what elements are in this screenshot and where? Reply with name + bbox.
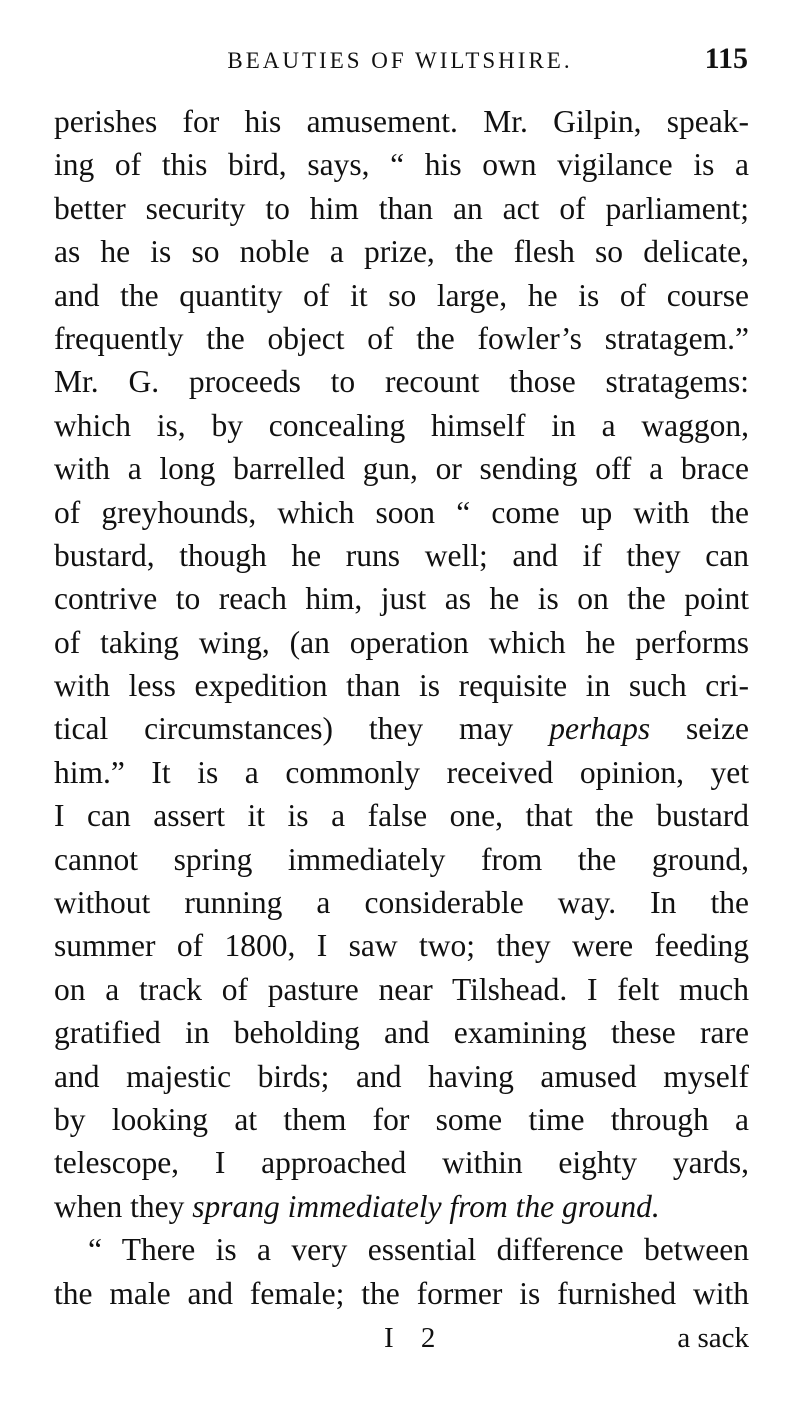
text-line: the male and female; the former is furnished with xyxy=(54,1275,749,1311)
text-line: “ There is a very essential difference between xyxy=(88,1232,749,1268)
text-line: gratified in beholding and examining these rare xyxy=(54,1015,749,1051)
text-line: him.” It is a commonly received opinion, yet xyxy=(54,754,749,790)
catchword: a sack xyxy=(677,1322,749,1354)
running-title: BEAUTIES OF WILTSHIRE. xyxy=(227,48,573,73)
text-line: Mr. G. proceeds to recount those stratagems: xyxy=(54,364,749,400)
page-footer xyxy=(54,1322,749,1362)
italic-phrase: sprang immediately from the ground. xyxy=(192,1188,660,1224)
text-line: better security to him than an act of parliament; xyxy=(54,190,749,226)
line-segment: tical circumstances) they may xyxy=(54,711,550,747)
line-segment: when they xyxy=(54,1188,193,1224)
text-line: with less expedition than is requisite in such cri- xyxy=(54,668,749,704)
text-line: contrive to reach him, just as he is on the point xyxy=(54,581,749,617)
text-line: telescope, I approached within eighty yards, xyxy=(54,1145,749,1181)
text-line: which is, by concealing himself in a waggon, xyxy=(54,407,749,443)
text-line: on a track of pasture near Tilshead. I felt much xyxy=(54,971,749,1007)
text-line: and majestic birds; and having amused myself xyxy=(54,1058,749,1094)
text-line: as he is so noble a prize, the flesh so delicate, xyxy=(54,234,749,270)
text-line xyxy=(54,1185,749,1228)
signature-mark: I 2 xyxy=(384,1322,446,1354)
line-segment: seize xyxy=(650,711,749,747)
text-line: without running a considerable way. In the xyxy=(54,885,749,921)
text-line: summer of 1800, I saw two; they were feeding xyxy=(54,928,749,964)
text-line: with a long barrelled gun, or sending off a brace xyxy=(54,451,749,487)
text-line: by looking at them for some time through a xyxy=(54,1101,749,1137)
text-line: I can assert it is a false one, that the bustard xyxy=(54,798,749,834)
text-line: cannot spring immediately from the ground, xyxy=(54,841,749,877)
text-line: perishes for his amusement. Mr. Gilpin, speak- xyxy=(54,104,749,139)
text-line xyxy=(54,707,749,750)
body-text xyxy=(54,100,749,1315)
text-line: of greyhounds, which soon “ come up with the xyxy=(54,494,749,530)
running-head xyxy=(50,42,750,78)
text-line: frequently the object of the fowler’s stratagem.” xyxy=(54,320,749,356)
text-line: ing of this bird, says, “ his own vigilance is a xyxy=(54,147,749,183)
text-line: and the quantity of it so large, he is of course xyxy=(54,277,749,313)
italic-word: perhaps xyxy=(549,711,651,747)
text-line: bustard, though he runs well; and if they can xyxy=(54,537,749,573)
page-number: 115 xyxy=(704,42,748,75)
text-line: of taking wing, (an operation which he performs xyxy=(54,624,749,660)
